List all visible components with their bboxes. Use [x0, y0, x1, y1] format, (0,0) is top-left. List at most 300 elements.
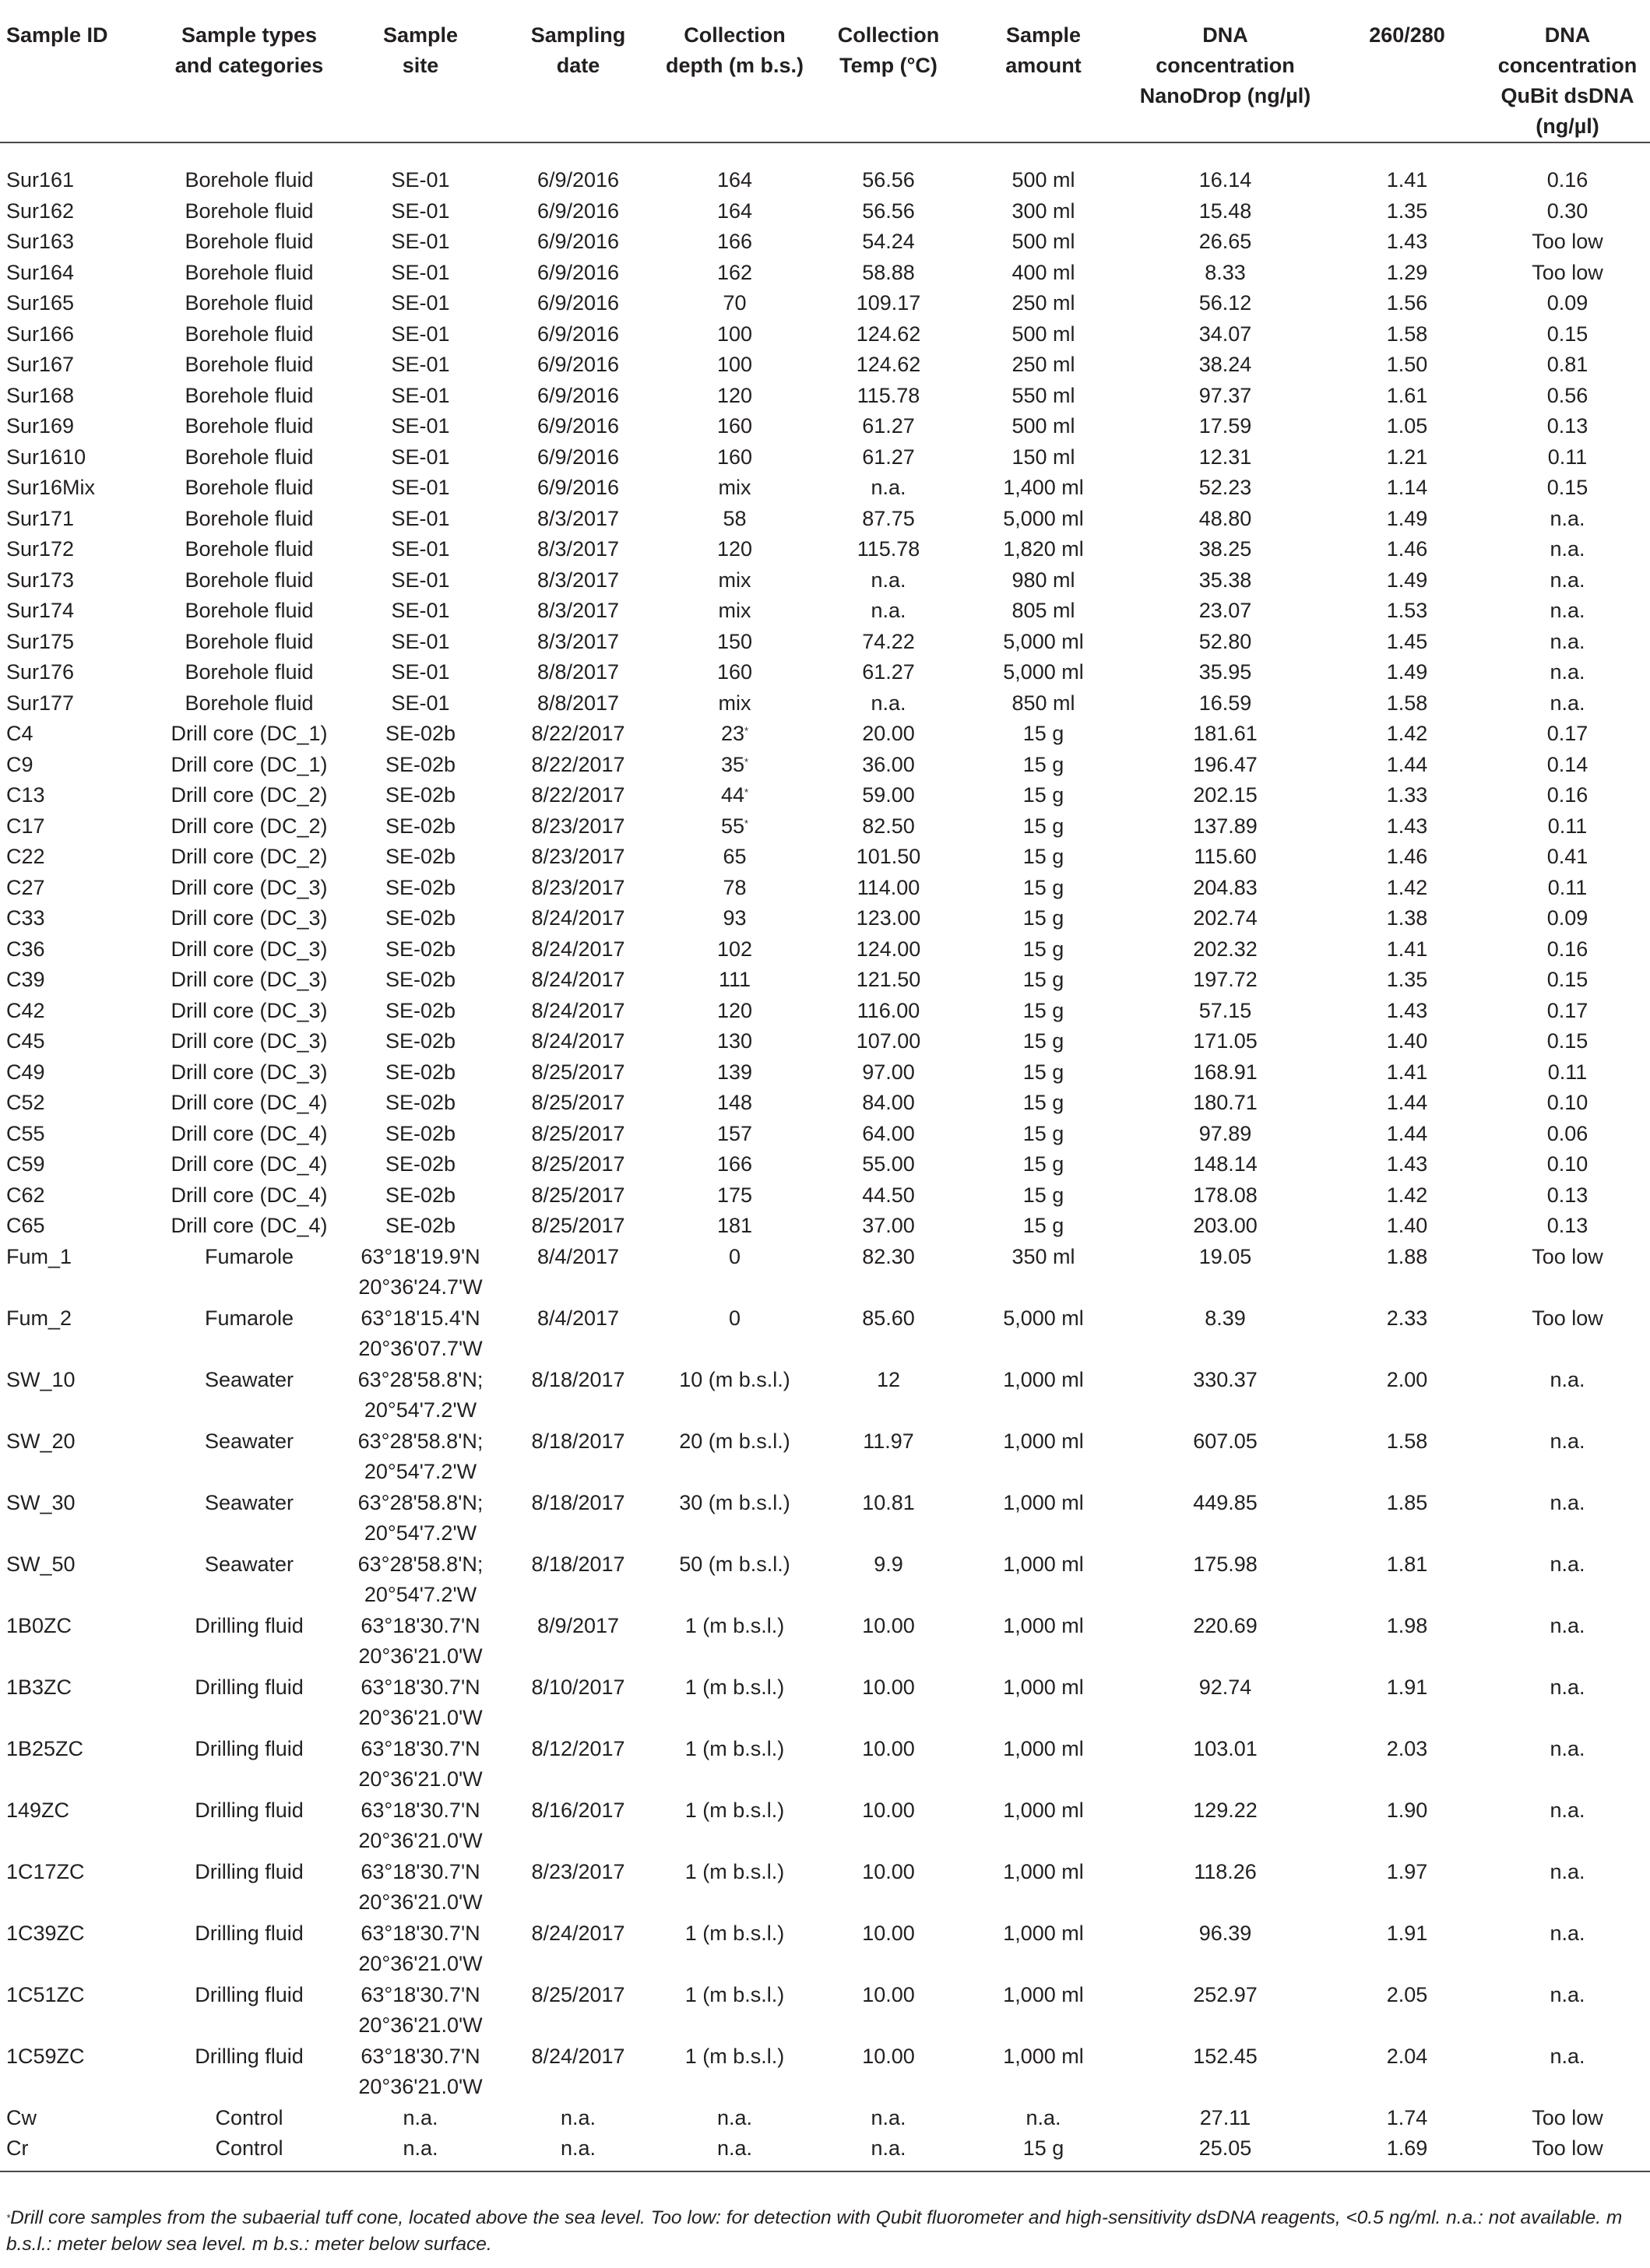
- table-cell: SE-01: [391, 506, 450, 530]
- table-cell: 8/25/2017: [531, 1152, 625, 1176]
- table-cell: 500 ml: [1011, 230, 1075, 253]
- table-cell: 63°28'58.8'N; 20°54'7.2'W: [357, 1367, 484, 1422]
- table-cell: 160: [716, 414, 753, 438]
- table-cell: Sur168: [6, 383, 75, 407]
- table-cell: 0.16: [1546, 168, 1588, 192]
- table-row: [0, 1672, 1650, 1734]
- table-cell: 15 g: [1022, 752, 1064, 776]
- table-cell: n.a.: [1026, 2105, 1061, 2129]
- table-cell: 44*: [720, 783, 749, 807]
- table-cell: SE-01: [391, 660, 450, 684]
- table-cell: Drill core (DC_4): [171, 1152, 328, 1176]
- table-cell: Drill core (DC_3): [171, 1060, 328, 1084]
- table-cell: 5,000 ml: [1003, 660, 1084, 684]
- table-cell: 202.15: [1193, 783, 1258, 807]
- table-cell: Drill core (DC_1): [171, 752, 328, 776]
- table-cell: 1 (m b.s.l.): [684, 1675, 785, 1699]
- table-cell: 1B3ZC: [6, 1675, 72, 1699]
- table-row: [0, 1119, 1650, 1150]
- table-row: [0, 965, 1650, 996]
- table-cell: SW_20: [6, 1429, 76, 1453]
- table-cell: 15 g: [1022, 814, 1064, 838]
- table-cell: 84.00: [862, 1091, 915, 1114]
- table-cell: Drill core (DC_4): [171, 1183, 328, 1207]
- table-cell: 1 (m b.s.l.): [684, 1982, 785, 2006]
- table-cell: 1,000 ml: [1003, 1859, 1084, 1883]
- table-cell: Sur172: [6, 537, 75, 561]
- table-cell: 35*: [720, 752, 749, 776]
- table-cell: 8.33: [1205, 260, 1246, 284]
- table-row: [0, 1149, 1650, 1180]
- table-cell: 1,400 ml: [1003, 476, 1084, 499]
- column-header: Sample site: [343, 0, 498, 142]
- table-row: [0, 1211, 1650, 1242]
- table-cell: 25.05: [1121, 2133, 1329, 2171]
- table-cell: 109.17: [856, 291, 921, 315]
- table-cell: 34.07: [1198, 322, 1252, 346]
- table-row: [0, 996, 1650, 1027]
- table-cell: SE-01: [391, 260, 450, 284]
- table-cell: 1.29: [1386, 260, 1428, 284]
- table-cell: 6/9/2016: [537, 322, 620, 346]
- table-cell: 0.06: [1546, 1121, 1588, 1145]
- table-cell: 850 ml: [1011, 691, 1075, 715]
- table-cell: 15 g: [1022, 906, 1064, 930]
- table-cell: 8/24/2017: [531, 937, 625, 961]
- table-cell: 63°18'19.9'N 20°36'24.7'W: [358, 1244, 483, 1299]
- table-cell: n.a.: [1550, 568, 1585, 592]
- table-cell: 8/8/2017: [537, 660, 620, 684]
- table-cell: 0.56: [1546, 383, 1588, 407]
- table-cell: Too low: [1532, 2105, 1603, 2129]
- table-cell: n.a.: [871, 2105, 906, 2129]
- table-cell: Sur175: [6, 629, 75, 653]
- table-row: [0, 1611, 1650, 1672]
- table-cell: 63°18'30.7'N 20°36'21.0'W: [358, 1613, 483, 1668]
- table-cell: 1B25ZC: [6, 1736, 84, 1760]
- table-cell: 8/23/2017: [531, 845, 625, 868]
- table-cell: 805 ml: [1011, 599, 1075, 622]
- table-cell: SE-01: [391, 691, 450, 715]
- table-row: [0, 780, 1650, 811]
- table-cell: 171.05: [1193, 1029, 1258, 1053]
- table-cell: 1.50: [1386, 353, 1428, 376]
- table-cell: SE-01: [391, 230, 450, 253]
- table-cell: 124.62: [856, 353, 921, 376]
- table-cell: SE-02b: [385, 1029, 456, 1053]
- table-cell: mix: [718, 691, 751, 715]
- table-row: [0, 2041, 1650, 2103]
- column-header: DNA concentration QuBit dsDNA (ng/µl): [1485, 0, 1650, 142]
- column-header: Sample types and categories: [156, 0, 343, 142]
- table-cell: 115.78: [857, 383, 920, 407]
- table-cell: 1.43: [1386, 1152, 1428, 1176]
- table-row: [0, 873, 1650, 904]
- table-cell: 137.89: [1193, 814, 1258, 838]
- table-cell: Sur164: [6, 260, 75, 284]
- table-cell: C22: [6, 845, 45, 868]
- table-cell: 1B0ZC: [6, 1613, 72, 1637]
- table-cell: SE-02b: [385, 875, 456, 899]
- table-cell: 55*: [720, 814, 749, 838]
- table-cell: 1.38: [1386, 906, 1428, 930]
- table-cell: 37.00: [862, 1214, 915, 1237]
- table-cell: Borehole fluid: [185, 476, 314, 499]
- table-cell: n.a.: [1550, 1982, 1585, 2006]
- table-cell: 168.91: [1193, 1060, 1258, 1084]
- table-cell: 500 ml: [1011, 168, 1075, 192]
- table-cell: mix: [718, 599, 751, 622]
- table-cell: Drill core (DC_2): [171, 814, 328, 838]
- table-cell: 8/12/2017: [531, 1736, 625, 1760]
- table-cell: 56.12: [1198, 291, 1252, 315]
- table-cell: 63°18'30.7'N 20°36'21.0'W: [358, 1921, 483, 1975]
- table-cell: 202.32: [1193, 937, 1258, 961]
- table-cell: SE-02b: [385, 1152, 456, 1176]
- table-cell: 8/24/2017: [531, 968, 625, 991]
- table-cell: 63°18'30.7'N 20°36'21.0'W: [358, 1798, 483, 1852]
- table-cell: 8/8/2017: [537, 691, 620, 715]
- table-cell: 1.58: [1386, 322, 1428, 346]
- table-cell: n.a.: [1550, 629, 1585, 653]
- table-row: [0, 1549, 1650, 1611]
- table-cell: Drilling fluid: [195, 1736, 304, 1760]
- table-cell: SE-02b: [385, 968, 456, 991]
- table-cell: Too low: [1532, 1306, 1603, 1330]
- table-cell: 1.53: [1386, 599, 1428, 622]
- table-cell: 0.10: [1546, 1091, 1588, 1114]
- table-cell: 56.56: [862, 199, 915, 223]
- table-cell: 0.16: [1546, 937, 1588, 961]
- table-row: [0, 842, 1650, 873]
- table-cell: 57.15: [1198, 998, 1252, 1022]
- table-cell: mix: [718, 476, 751, 499]
- table-cell: Borehole fluid: [185, 383, 314, 407]
- table-cell: 8/25/2017: [531, 1121, 625, 1145]
- table-cell: 0.09: [1546, 291, 1588, 315]
- table-cell: 1.44: [1386, 1091, 1428, 1114]
- table-cell: C59: [6, 1152, 45, 1176]
- table-cell: 1C51ZC: [6, 1982, 85, 2006]
- table-row: [0, 196, 1650, 227]
- table-cell: 1.41: [1386, 937, 1428, 961]
- table-cell: n.a.: [343, 2133, 498, 2171]
- table-cell: 1 (m b.s.l.): [684, 1736, 785, 1760]
- table-cell: 162: [716, 260, 753, 284]
- table-cell: 1.41: [1386, 168, 1428, 192]
- table-cell: 130: [716, 1029, 753, 1053]
- table-row: [0, 2103, 1650, 2134]
- table-cell: 220.69: [1193, 1613, 1258, 1637]
- table-cell: n.a.: [1550, 1429, 1585, 1453]
- table-cell: 38.24: [1198, 353, 1252, 376]
- table-cell: 152.45: [1193, 2044, 1258, 2068]
- table-cell: n.a.: [1550, 691, 1585, 715]
- table-cell: 59.00: [862, 783, 915, 807]
- table-cell: 1 (m b.s.l.): [684, 1921, 785, 1945]
- table-cell: 148: [716, 1091, 753, 1114]
- table-cell: 124.62: [856, 322, 921, 346]
- table-cell: 115.78: [857, 537, 920, 561]
- table-cell: 1.44: [1386, 752, 1428, 776]
- table-cell: 48.80: [1198, 506, 1252, 530]
- table-cell: 1.58: [1386, 691, 1428, 715]
- table-cell: Drill core (DC_4): [171, 1091, 328, 1114]
- table-cell: 120: [716, 537, 753, 561]
- table-cell: Control: [215, 2105, 283, 2129]
- table-cell: 100: [716, 322, 753, 346]
- table-cell: 0.81: [1546, 353, 1588, 376]
- table-cell: 1.97: [1386, 1859, 1428, 1883]
- table-cell: 12.31: [1198, 445, 1252, 469]
- table-cell: 114.00: [857, 875, 920, 899]
- table-cell: Drilling fluid: [195, 1982, 304, 2006]
- table-cell: 15 g: [1022, 783, 1064, 807]
- table-cell: 8/25/2017: [531, 1060, 625, 1084]
- table-cell: 115.60: [1194, 845, 1257, 868]
- table-row: [0, 719, 1650, 750]
- table-cell: 82.50: [862, 814, 915, 838]
- table-cell: Drill core (DC_2): [171, 845, 328, 868]
- table-cell: SE-01: [391, 476, 450, 499]
- table-cell: Cr: [0, 2133, 156, 2171]
- table-cell: 0.17: [1546, 722, 1588, 745]
- table-cell: 64.00: [862, 1121, 915, 1145]
- table-cell: 0.13: [1546, 414, 1588, 438]
- table-cell: n.a.: [1550, 537, 1585, 561]
- table-cell: 63°18'15.4'N 20°36'07.7'W: [358, 1306, 483, 1360]
- table-cell: 1C17ZC: [6, 1859, 85, 1883]
- table-cell: SE-01: [391, 568, 450, 592]
- table-cell: Borehole fluid: [185, 568, 314, 592]
- table-cell: 15 g: [1022, 1029, 1064, 1053]
- table-cell: 15 g: [1022, 1183, 1064, 1207]
- table-row: [0, 381, 1650, 412]
- table-cell: 1,000 ml: [1003, 1982, 1084, 2006]
- table-cell: 1,000 ml: [1003, 1490, 1084, 1514]
- table-cell: 6/9/2016: [537, 445, 620, 469]
- table-cell: 15 g: [1022, 968, 1064, 991]
- table-cell: n.a.: [871, 599, 906, 622]
- table-cell: Borehole fluid: [185, 353, 314, 376]
- table-cell: 8/23/2017: [531, 875, 625, 899]
- table-row: [0, 258, 1650, 289]
- table-cell: 0.13: [1546, 1183, 1588, 1207]
- table-row: [0, 1026, 1650, 1057]
- table-cell: 160: [716, 660, 753, 684]
- table-cell: 1.33: [1386, 783, 1428, 807]
- table-cell: Too low: [1532, 1244, 1603, 1268]
- table-cell: SE-02b: [385, 783, 456, 807]
- table-row: [0, 1488, 1650, 1549]
- table-cell: n.a.: [716, 2105, 753, 2129]
- table-cell: 0.17: [1546, 998, 1588, 1022]
- table-row: [0, 504, 1650, 535]
- table-cell: 157: [716, 1121, 753, 1145]
- table-row: [0, 565, 1650, 596]
- table-cell: Sur167: [6, 353, 75, 376]
- table-cell: 150: [716, 629, 753, 653]
- table-cell: Drill core (DC_4): [171, 1121, 328, 1145]
- table-row: [0, 1426, 1650, 1488]
- table-cell: SE-02b: [385, 752, 456, 776]
- table-cell: 8/24/2017: [531, 906, 625, 930]
- table-cell: Too low: [1532, 230, 1603, 253]
- table-cell: 16.14: [1198, 168, 1252, 192]
- table-cell: 11.97: [863, 1429, 914, 1453]
- table-cell: n.a.: [1550, 660, 1585, 684]
- table-cell: 8/18/2017: [531, 1367, 625, 1391]
- table-cell: 449.85: [1193, 1490, 1258, 1514]
- table-cell: SE-01: [391, 445, 450, 469]
- table-cell: 103.01: [1193, 1736, 1258, 1760]
- table-cell: 1 (m b.s.l.): [684, 1859, 785, 1883]
- table-cell: mix: [718, 568, 751, 592]
- table-cell: 15 g: [1022, 1121, 1064, 1145]
- table-row: [0, 319, 1650, 350]
- table-cell: 1.49: [1386, 660, 1428, 684]
- table-cell: Sur162: [6, 199, 75, 223]
- table-row: [0, 411, 1650, 442]
- table-cell: 8/24/2017: [531, 1029, 625, 1053]
- table-cell: 55.00: [862, 1152, 915, 1176]
- column-header: Sampling date: [498, 0, 658, 142]
- table-cell: 0.41: [1546, 845, 1588, 868]
- table-cell: 196.47: [1193, 752, 1258, 776]
- table-cell: 1 (m b.s.l.): [684, 2044, 785, 2068]
- table-cell: 1,000 ml: [1003, 1921, 1084, 1945]
- table-cell: 8/3/2017: [537, 629, 620, 653]
- table-row: [0, 1365, 1650, 1426]
- table-row: [0, 1057, 1650, 1088]
- table-cell: 1.74: [1386, 2105, 1428, 2129]
- table-cell: 8/3/2017: [537, 599, 620, 622]
- table-cell: SE-02b: [385, 722, 456, 745]
- table-cell: 0.11: [1547, 875, 1588, 899]
- table-cell: SE-01: [391, 629, 450, 653]
- table-cell: 1,000 ml: [1003, 2044, 1084, 2068]
- table-cell: 1.49: [1386, 568, 1428, 592]
- table-cell: SW_10: [6, 1367, 76, 1391]
- table-cell: SE-02b: [385, 937, 456, 961]
- table-cell: 1.81: [1386, 1552, 1428, 1576]
- table-cell: SE-02b: [385, 1091, 456, 1114]
- table-cell: n.a.: [1550, 1798, 1585, 1822]
- table-cell: Borehole fluid: [185, 168, 314, 192]
- table-row: [0, 1857, 1650, 1918]
- table-cell: 56.56: [862, 168, 915, 192]
- table-cell: C39: [6, 968, 45, 991]
- table-cell: Drill core (DC_3): [171, 937, 328, 961]
- table-row: [0, 288, 1650, 319]
- table-cell: 8/23/2017: [531, 814, 625, 838]
- table-cell: 1 (m b.s.l.): [684, 1613, 785, 1637]
- table-cell: 1,000 ml: [1003, 1798, 1084, 1822]
- table-cell: Sur161: [6, 168, 75, 192]
- footnote-text: Drill core samples from the subaerial tuff cone, located above the sea level. Too low: for detection with Qubit fluorometer and high-sensitivity dsDNA reagents, <0.5 ng/ml. n.a.: not available. m b.s.l.: meter below sea level. m b.s.: meter below surface.: [6, 2207, 1623, 2255]
- table-cell: 1.43: [1386, 814, 1428, 838]
- table-cell: n.a.: [658, 2133, 811, 2171]
- table-cell: 97.37: [1198, 383, 1252, 407]
- table-cell: SE-01: [391, 383, 450, 407]
- table-cell: Drill core (DC_3): [171, 906, 328, 930]
- table-cell: n.a.: [871, 568, 906, 592]
- table-cell: 10.00: [862, 1921, 915, 1945]
- table-cell: 63°18'30.7'N 20°36'21.0'W: [358, 1982, 483, 2037]
- table-cell: 204.83: [1193, 875, 1258, 899]
- table-cell: 20 (m b.s.l.): [679, 1429, 790, 1453]
- table-cell: SW_30: [6, 1490, 76, 1514]
- table-row: [0, 473, 1650, 504]
- table-row: [0, 1303, 1650, 1365]
- table-cell: 1.35: [1386, 968, 1428, 991]
- table-cell: 203.00: [1193, 1214, 1258, 1237]
- table-cell: Fumarole: [204, 1244, 294, 1268]
- table-cell: 52.80: [1198, 629, 1252, 653]
- table-cell: Fum_2: [6, 1306, 72, 1330]
- table-cell: 0.13: [1546, 1214, 1588, 1237]
- table-cell: 8/25/2017: [531, 1214, 625, 1237]
- table-cell: 250 ml: [1011, 353, 1075, 376]
- column-header: 260/280: [1329, 0, 1485, 142]
- table-header: [0, 0, 1650, 142]
- table-cell: 178.08: [1193, 1183, 1258, 1207]
- table-cell: 10.00: [862, 1736, 915, 1760]
- table-cell: 9.9: [874, 1552, 903, 1576]
- table-cell: 120: [716, 998, 753, 1022]
- table-cell: n.a.: [871, 691, 906, 715]
- table-cell: Drilling fluid: [195, 1613, 304, 1637]
- table-cell: Sur16Mix: [6, 476, 96, 499]
- table-cell: 1.44: [1386, 1121, 1428, 1145]
- table-cell: 160: [716, 445, 753, 469]
- table-cell: 8/22/2017: [531, 752, 625, 776]
- table-row: [0, 934, 1650, 965]
- table-cell: SE-02b: [385, 814, 456, 838]
- table-cell: C49: [6, 1060, 45, 1084]
- table-cell: 129.22: [1193, 1798, 1258, 1822]
- table-cell: 15 g: [1022, 1091, 1064, 1114]
- table-cell: n.a.: [1550, 1675, 1585, 1699]
- table-cell: 8/9/2017: [537, 1613, 620, 1637]
- table-cell: 100: [716, 353, 753, 376]
- table-cell: Borehole fluid: [185, 691, 314, 715]
- table-cell: C42: [6, 998, 45, 1022]
- table-cell: 78: [723, 875, 747, 899]
- table-cell: 300 ml: [1011, 199, 1075, 223]
- table-cell: 8.39: [1205, 1306, 1246, 1330]
- table-cell: 6/9/2016: [537, 260, 620, 284]
- table-cell: C62: [6, 1183, 45, 1207]
- table-cell: n.a.: [1550, 1921, 1585, 1945]
- table-cell: C4: [6, 722, 33, 745]
- table-cell: 8/3/2017: [537, 537, 620, 561]
- table-cell: 15 g: [1022, 1214, 1064, 1237]
- table-cell: 63°28'58.8'N; 20°54'7.2'W: [357, 1490, 484, 1545]
- table-cell: 175.98: [1193, 1552, 1258, 1576]
- table-cell: 63°18'30.7'N 20°36'21.0'W: [358, 1736, 483, 1791]
- table-cell: 38.25: [1198, 537, 1252, 561]
- table-cell: 1.85: [1386, 1490, 1428, 1514]
- table-cell: 164: [716, 168, 753, 192]
- table-row: [0, 1795, 1650, 1857]
- table-cell: 35.95: [1198, 660, 1252, 684]
- table-cell: n.a.: [1550, 506, 1585, 530]
- table-cell: 8/4/2017: [537, 1244, 620, 1268]
- table-cell: 16.59: [1198, 691, 1252, 715]
- table-cell: 8/24/2017: [531, 2044, 625, 2068]
- table-cell: 0.16: [1546, 783, 1588, 807]
